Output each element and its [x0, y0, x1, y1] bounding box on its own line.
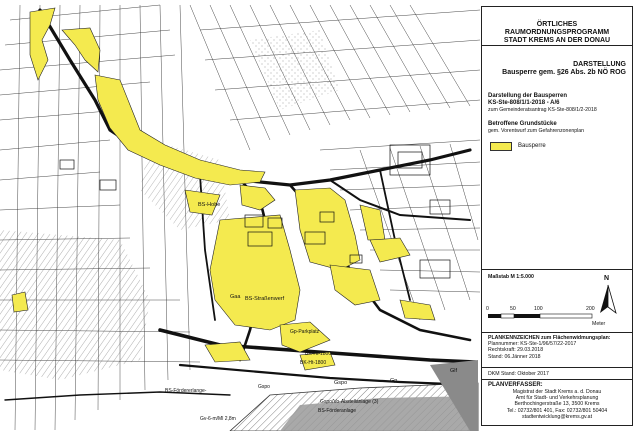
- plan-line2: Rechtskraft: 29.03.2018: [488, 347, 544, 354]
- bausperre-zone[interactable]: [12, 292, 28, 312]
- divider: [482, 45, 632, 46]
- bausperren-reference: KS-Ste-808/1/1-2018 - A/6: [488, 100, 560, 106]
- map-label: Gspo/Vo-Abstellanlage (3): [320, 399, 379, 405]
- scale-unit: Meter: [592, 321, 606, 327]
- scale-tick: 50: [510, 306, 516, 312]
- planverfasser-line1: Magistrat der Stadt Krems a. d. Donau: [512, 389, 602, 395]
- grundstuecke-note: gem. Vorentwurf zum Gefahrenzonenplan: [488, 128, 585, 134]
- scale-label: Maßstab M 1:5.000: [488, 274, 534, 280]
- planverfasser-heading: PLANVERFASSER:: [488, 382, 543, 388]
- scale-bar: [488, 312, 598, 320]
- dkm-stand: DKM Stand: Oktober 2017: [488, 371, 549, 377]
- grundstuecke-heading: Betroffene Grundstücke: [488, 121, 557, 127]
- map-label: Gaa: [230, 294, 241, 300]
- map-label: BS-Straßenwerf: [245, 296, 285, 302]
- program-title-line2: STADT KREMS AN DER DONAU: [503, 37, 611, 44]
- divider: [482, 367, 632, 368]
- plan-line1: Plannummer: KS-Ste-1/96/57/22-2017: [488, 341, 577, 348]
- bausperren-block: [482, 93, 632, 113]
- map-label: BS-Förderanlage: [318, 408, 357, 414]
- program-title-line1: ÖRTLICHES RAUMORDNUNGSPROGRAMM: [504, 21, 610, 36]
- map-legend-panel: [481, 6, 633, 426]
- bausperren-heading: Darstellung der Bausperren: [488, 93, 568, 99]
- planverfasser-line2: Amt für Stadt- und Verkehrsplanung: [515, 395, 599, 402]
- darstellung-heading: DARSTELLUNG: [573, 61, 626, 68]
- scale-tick: 200: [586, 306, 595, 312]
- planverfasser-email: stadtentwicklung@krems.gv.at: [521, 413, 593, 420]
- plankennzeichen-block: [482, 335, 632, 360]
- scale-tick: 0: [486, 306, 489, 312]
- bausperren-antrag: zum Gemeinderatsantrag KS-Ste-808/1/2-2018: [488, 107, 597, 113]
- plan-heading: PLANKENNZEICHEN zum Flächenwidmungsplan:: [488, 335, 611, 341]
- map-label: BS-Hohe: [198, 202, 221, 208]
- map-label: Gspo: [258, 384, 270, 390]
- scale-tick: 100: [534, 306, 543, 312]
- map-label: Gspo: [334, 380, 348, 386]
- grundstuecke-block: [482, 121, 632, 134]
- planverfasser-block: [482, 382, 632, 420]
- darstellung-block: [482, 61, 632, 77]
- plan-line3: Stand: 06.Jänner 2018: [488, 353, 541, 360]
- map-label: Glf: [450, 368, 458, 374]
- divider: [482, 379, 632, 380]
- north-label: N: [604, 275, 610, 282]
- bausperre-legend-swatch: [490, 142, 512, 151]
- bausperre-legend-label: Bausperre: [518, 143, 546, 149]
- map-label: Gp: [390, 378, 398, 384]
- divider: [482, 269, 632, 270]
- map-label: Gp-Parkplatz: [290, 329, 320, 335]
- planverfasser-line3: Berthochingerstraße 13, 3500 Krems: [514, 401, 600, 408]
- map-label: Gv-6-m/Ml 2,8m: [200, 416, 236, 422]
- divider: [482, 332, 632, 333]
- planverfasser-contact: Tel.: 02732/801 401, Fax: 02732/801 50404: [506, 407, 608, 414]
- program-title: [482, 21, 632, 45]
- map-label: BK-Ht-1800: [305, 351, 332, 357]
- map-label: BS-Fördererlange-: [165, 388, 207, 394]
- darstellung-subtitle: Bausperre gem. §26 Abs. 2b NÖ ROG: [502, 69, 626, 76]
- map-label: BK-Ht-1800: [300, 360, 327, 366]
